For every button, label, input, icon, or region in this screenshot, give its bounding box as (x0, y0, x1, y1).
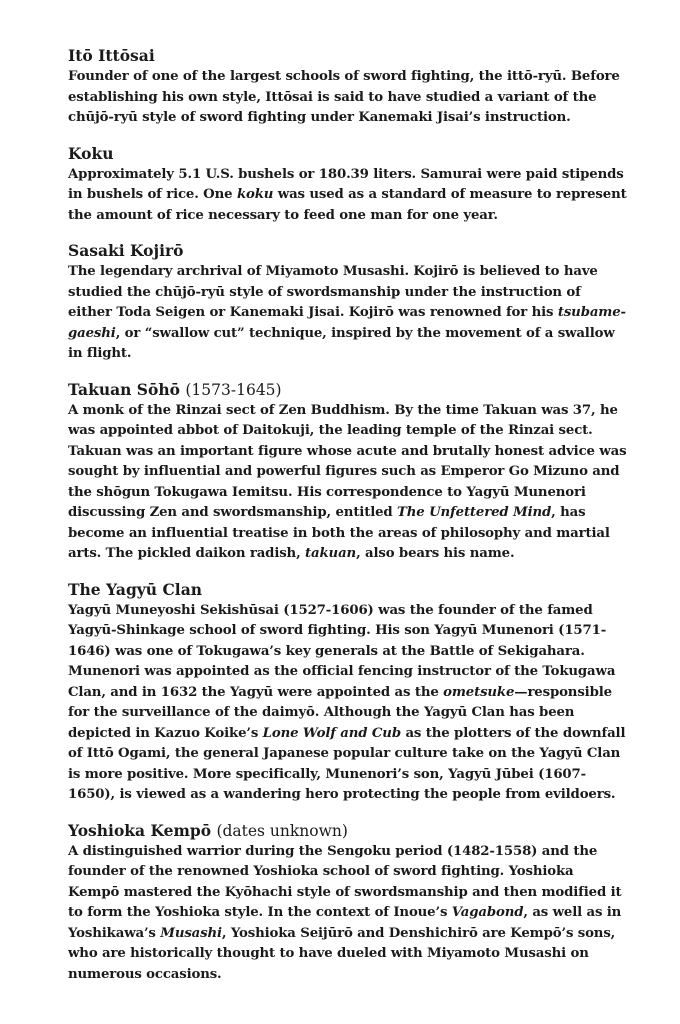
entry-italic-term: Musashi (160, 925, 222, 941)
entry-text: —responsible for the surveillance of the daimyō. Although the Yagyū Clan has been depicted in Kazuo Koike’s (68, 684, 612, 741)
entry-italic-term: The Unfettered Mind (397, 505, 552, 520)
entry-text: , has become an influential treatise in both the areas of philosophy and martial arts. The pickled daikon radish, (68, 505, 610, 561)
glossary-entry-sasaki-kojiro (68, 241, 628, 365)
entry-italic-term: ometsuke (443, 684, 515, 700)
entry-title (68, 580, 628, 600)
entry-title-text: Yoshioka Kempō (68, 820, 212, 840)
entry-description (68, 401, 628, 565)
entry-dates: (dates unknown) (216, 821, 348, 840)
entry-title (68, 46, 628, 66)
entry-text: The legendary archrival of Miyamoto Musashi. Kojirō is believed to have studied the chūjō-ryū style of swordsmanship under the instruction of either Toda Seigen or Kanemaki Jisai. Kojirō was renowned for his (68, 264, 598, 320)
entry-text: as the plotters of the downfall of Ittō Ogami, the general Japanese popular culture take on the Yagyū Clan is more positive. More specifically, Munenori’s son, Yagyū Jūbei (1607-1650), is viewed as a wandering hero protecting the people from evildoers. (68, 725, 626, 802)
entry-title-text: Sasaki Kojirō (68, 241, 184, 260)
entry-dates: (1573-1645) (185, 380, 282, 399)
glossary-entry-takuan-soho (68, 380, 628, 565)
entry-text: , as well as in Yoshikawa’s (68, 905, 622, 941)
entry-title (68, 144, 628, 164)
entry-italic-term: takuan (305, 546, 357, 561)
entry-italic-term: Vagabond (451, 905, 524, 920)
entry-italic-term: Lone Wolf and Cub (262, 725, 401, 741)
entry-description (68, 842, 628, 986)
entry-description (68, 67, 628, 129)
entry-text: A distinguished warrior during the Sengoku period (1482-1558) and the founder of the renowned Yoshioka school of sword fighting. Yoshioka Kempō mastered the Kyōhachi style of swordsmanship and then modified it to form the Yoshioka style. In the context of Inoue’s (68, 843, 622, 920)
glossary-entry-ito-ittosai (68, 46, 628, 129)
entry-title (68, 821, 628, 841)
glossary-entry-yoshioka-kempo (68, 821, 628, 986)
entry-text: , or “swallow cut” technique, inspired by the movement of a swallow in flight. (68, 325, 615, 361)
entry-text: A monk of the Rinzai sect of Zen Buddhism. By the time Takuan was 37, he was appointed abbot of Daitokuji, the leading temple of the Rinzai sect. Takuan was an important figure whose acute and brutally honest advice was sought by influential and powerful figures such as Emperor Go Mizuno and the shōgun Tokugawa Iemitsu. His correspondence to Yagyū Munenori discussing Zen and swordsmanship, entitled (68, 402, 627, 520)
entry-text: , also bears his name. (356, 546, 515, 561)
entry-title-text: Itō Ittōsai (68, 46, 155, 65)
glossary-page (68, 46, 628, 1000)
glossary-entry-yagyu-clan (68, 580, 628, 806)
entry-title (68, 241, 628, 261)
entry-description (68, 601, 628, 806)
entry-description (68, 165, 628, 227)
entry-text: Yagyū Muneyoshi Sekishūsai (1527-1606) was the founder of the famed Yagyū-Shinkage school of sword fighting. His son Yagyū Munenori (1571-1646) was one of Tokugawa’s key generals at the Battle of Sekigahara. Munenori was appointed as the official fencing instructor of the Tokugawa Clan, and in 1632 the Yagyū were appointed as the (68, 602, 616, 700)
entry-title-text: Koku (68, 143, 114, 163)
entry-title (68, 380, 628, 400)
entry-text: Founder of one of the largest schools of sword fighting, the ittō-ryū. Before establishing his own style, Ittōsai is said to have studied a variant of the chūjō-ryū style of sword fighting under Kanemaki Jisai’s instruction. (68, 69, 620, 125)
entry-italic-term: koku (236, 187, 274, 202)
entry-italic-term: tsubame-gaeshi (68, 305, 626, 341)
glossary-entry-koku (68, 144, 628, 227)
entry-description (68, 262, 628, 365)
entry-text: Approximately 5.1 U.S. bushels or 180.39 liters. Samurai were paid stipends in bushels of rice. One (68, 166, 624, 202)
entry-title-text: The Yagyū Clan (68, 579, 203, 599)
entry-text: , Yoshioka Seijūrō and Denshichirō are Kempō’s sons, who are historically thought to have dueled with Miyamoto Musashi on numerous occasions. (68, 925, 616, 982)
entry-text: was used as a standard of measure to represent the amount of rice necessary to feed one man for one year. (68, 187, 627, 223)
entry-title-text: Takuan Sōhō (68, 379, 180, 399)
